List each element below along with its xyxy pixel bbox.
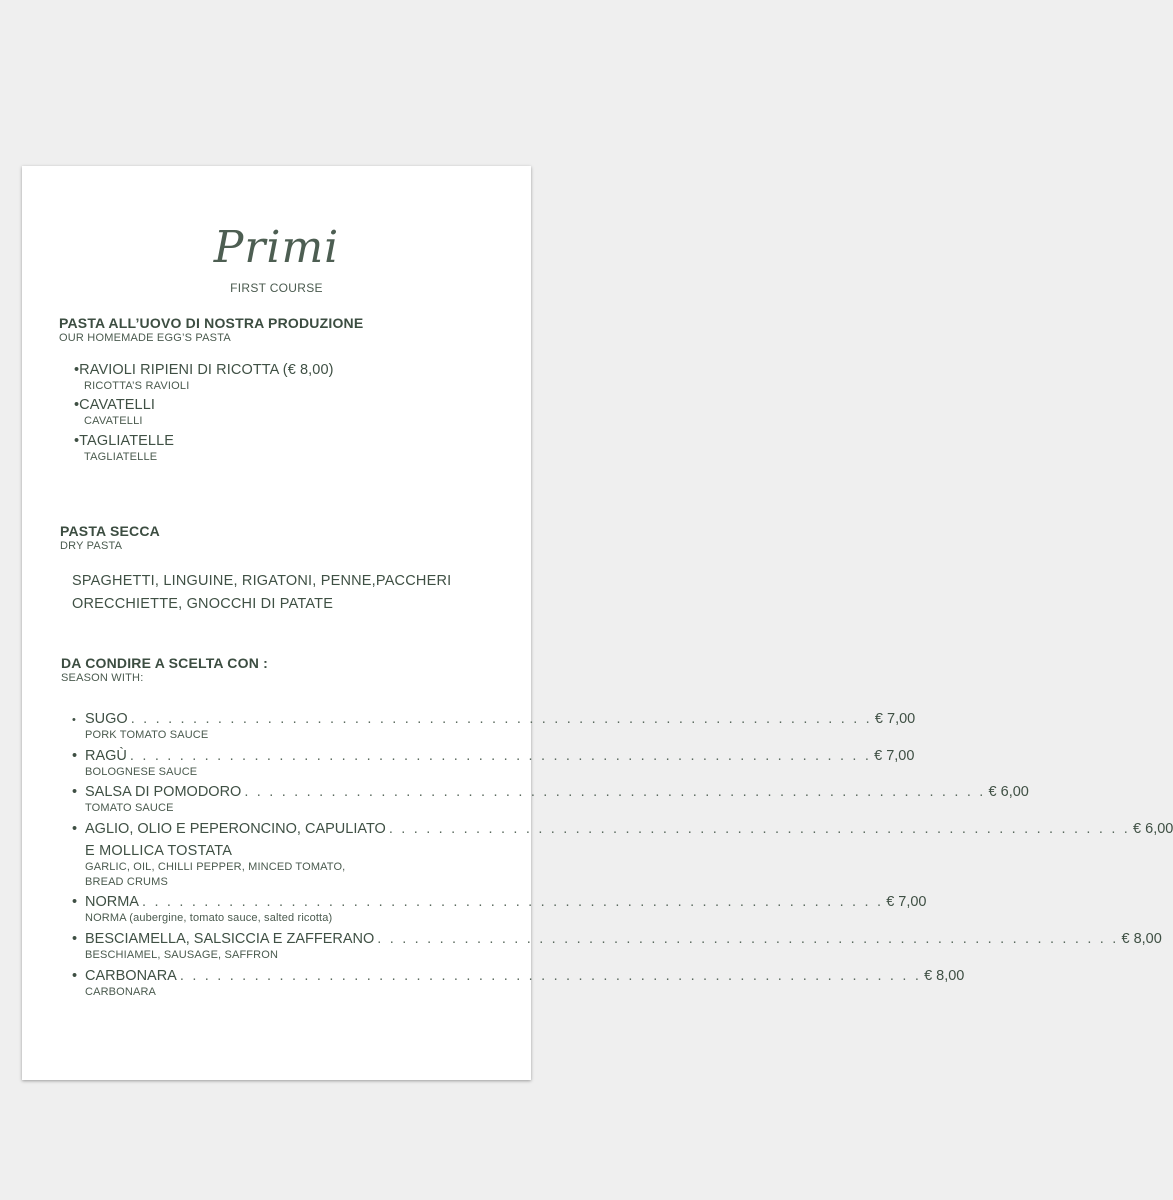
dish-price: € 7,00: [874, 711, 916, 727]
dish-description: NORMA (aubergine, tomato sauce, salted ricotta): [85, 912, 333, 924]
dry-pasta-heading: PASTA SECCA: [60, 523, 160, 539]
egg-pasta-item-name: •TAGLIATELLE: [74, 433, 175, 449]
page-subtitle: FIRST COURSE: [230, 281, 323, 295]
bullet: •: [72, 821, 78, 837]
egg-pasta-heading: PASTA ALL’UOVO DI NOSTRA PRODUZIONE: [59, 315, 364, 331]
dot-leader: . . . . . . . . . . . . . . . . . . . . . . . . . . . . . . . . . . . . . . . . . . . . . . . . . . . . . . . . . . . .: [129, 748, 872, 764]
page-title: Primi: [213, 222, 340, 273]
dish-description: BOLOGNESE SAUCE: [85, 766, 198, 778]
egg-pasta-subheading: OUR HOMEMADE EGG’S PASTA: [59, 332, 231, 344]
dish-name-continued: E MOLLICA TOSTATA: [85, 843, 233, 859]
season-subheading: SEASON WITH:: [61, 672, 144, 684]
dish-description: GARLIC, OIL, CHILLI PEPPER, MINCED TOMATO,: [85, 861, 346, 873]
egg-pasta-item-sub: RICOTTA’S RAVIOLI: [84, 380, 190, 392]
dish-name: SUGO: [85, 711, 128, 727]
dish-name: RAGÙ: [85, 748, 127, 764]
dry-pasta-subheading: DRY PASTA: [60, 540, 123, 552]
dish-name: SALSA DI POMODORO: [85, 784, 242, 800]
dish-price: € 7,00: [874, 748, 915, 764]
bullet: •: [72, 784, 78, 800]
dish-name: NORMA: [85, 894, 139, 910]
egg-pasta-item-sub: TAGLIATELLE: [84, 451, 158, 463]
dot-leader: . . . . . . . . . . . . . . . . . . . . . . . . . . . . . . . . . . . . . . . . . . . . . . . . . . . . . . . . . . . .: [130, 711, 872, 727]
dish-description: TOMATO SAUCE: [85, 802, 174, 814]
bullet: •: [72, 931, 78, 947]
dish-row: [72, 894, 927, 914]
bullet: •: [72, 894, 78, 910]
bullet: •: [72, 968, 78, 984]
dish-name: BESCIAMELLA, SALSICCIA E ZAFFERANO: [85, 931, 375, 947]
menu-page: [22, 166, 1173, 1080]
dish-price: € 8,00: [924, 968, 965, 984]
dish-description: BREAD CRUMS: [85, 876, 168, 888]
dish-price: € 8,00: [1121, 931, 1162, 947]
dish-row: [72, 931, 1162, 951]
egg-pasta-item-name: •CAVATELLI: [74, 397, 156, 413]
egg-pasta-item-name: •RAVIOLI RIPIENI DI RICOTTA (€ 8,00): [74, 362, 334, 378]
dot-leader: . . . . . . . . . . . . . . . . . . . . . . . . . . . . . . . . . . . . . . . . . . . . . . . . . . . . . . . . . . . .: [244, 784, 986, 800]
dry-pasta-list-line: SPAGHETTI, LINGUINE, RIGATONI, PENNE,PACCHERI: [72, 573, 452, 589]
dish-name: CARBONARA: [85, 968, 177, 984]
dish-description: BESCHIAMEL, SAUSAGE, SAFFRON: [85, 949, 279, 961]
dish-description: CARBONARA: [85, 986, 157, 998]
dot-leader: . . . . . . . . . . . . . . . . . . . . . . . . . . . . . . . . . . . . . . . . . . . . . . . . . . . . . . . . . . . .: [141, 894, 884, 910]
bullet: •: [72, 714, 76, 726]
dish-row: [72, 968, 965, 988]
dish-row: [72, 748, 915, 768]
dish-price: € 7,00: [886, 894, 927, 910]
dot-leader: . . . . . . . . . . . . . . . . . . . . . . . . . . . . . . . . . . . . . . . . . . . . . . . . . . . . . . . . . . . .: [179, 968, 922, 984]
dish-name: AGLIO, OLIO E PEPERONCINO, CAPULIATO: [85, 821, 386, 837]
dish-description: PORK TOMATO SAUCE: [85, 729, 209, 741]
dot-leader: . . . . . . . . . . . . . . . . . . . . . . . . . . . . . . . . . . . . . . . . . . . . . . . . . . . . . . . . . . . .: [377, 931, 1119, 947]
dish-row: [72, 711, 916, 731]
dot-leader: . . . . . . . . . . . . . . . . . . . . . . . . . . . . . . . . . . . . . . . . . . . . . . . . . . . . . . . . . . . .: [388, 821, 1131, 837]
season-heading: DA CONDIRE A SCELTA CON :: [61, 655, 268, 671]
dish-price: € 6,00: [1133, 821, 1173, 837]
dish-row: [72, 784, 1029, 804]
dish-price: € 6,00: [988, 784, 1029, 800]
dish-row: [72, 821, 1173, 841]
egg-pasta-item-sub: CAVATELLI: [84, 415, 143, 427]
bullet: •: [72, 748, 78, 764]
dry-pasta-list-line: ORECCHIETTE, GNOCCHI DI PATATE: [72, 596, 334, 612]
